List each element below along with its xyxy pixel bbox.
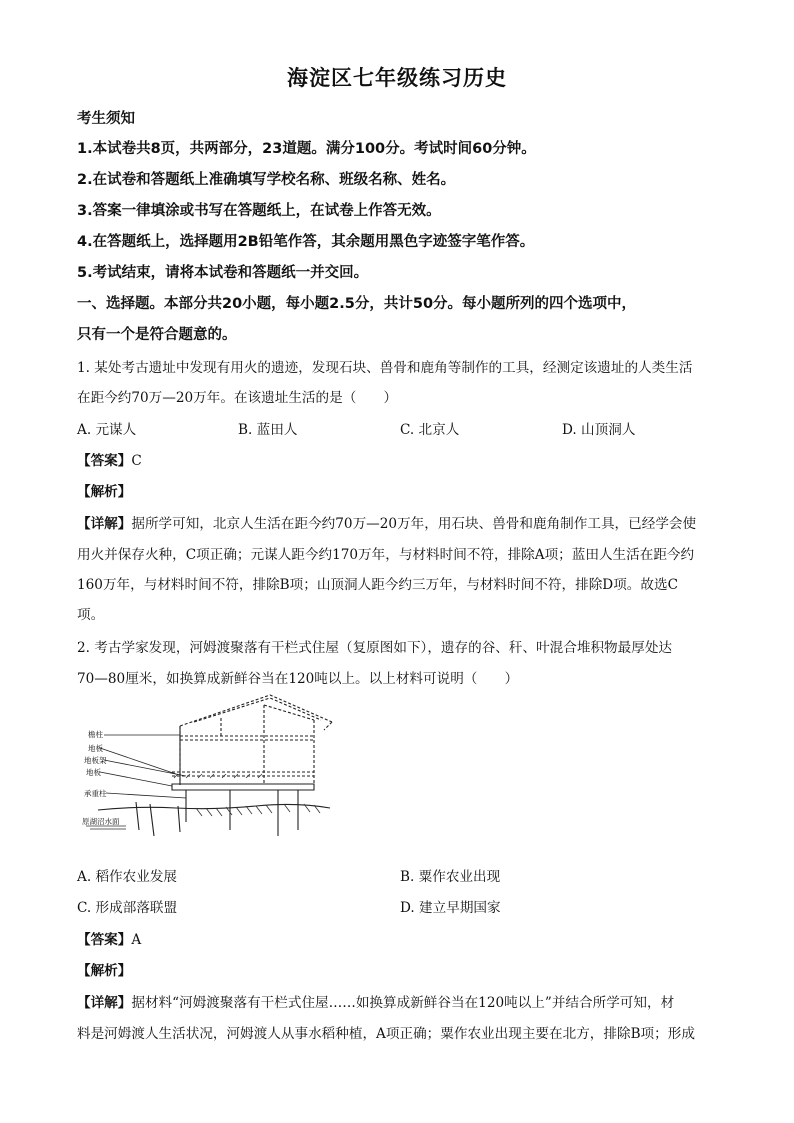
page-title: 海淀区七年级练习历史 [287,66,507,90]
q1-stem: 在距今约70万—20万年。在该遗址生活的是（ ） [77,390,398,406]
detail-label: 【详解】 [77,516,132,532]
label-floor-2: 地板 [86,768,101,777]
notice-item: 5.考试结束，请将本试卷和答题纸一并交回。 [77,265,369,281]
ground-line [98,804,330,810]
section-heading: 一、选择题。本部分共20小题，每小题2.5分，共计50分。每小题所列的四个选项中， [77,296,637,312]
notice-item: 2.在试卷和答题纸上准确填写学校名称、班级名称、姓名。 [77,172,456,188]
q1-detail: 160万年，与材料时间不符，排除B项；山顶洞人距今约三万年，与材料时间不符，排除D项。故选C [77,577,678,593]
notice-item: 1.本试卷共8页，共两部分，23道题。满分100分。考试时间60分钟。 [77,141,536,157]
leader-line [104,760,186,776]
q2-detail: 料是河姆渡人生活状况，河姆渡人从事水稻种植，A项正确；粟作农业出现主要在北方，排除B项；形成 [77,1026,695,1042]
q2-option-c: C. 形成部落联盟 [77,900,178,916]
label-bearing-post: 承重柱 [84,789,107,798]
label-eave-post: 檐柱 [88,730,103,739]
q1-answer [77,449,142,469]
q1-analysis-label: 【解析】 [77,484,132,500]
detail-label: 【详解】 [77,995,132,1011]
detail-text: 据材料“河姆渡聚落有干栏式住屋……如换算成新鲜谷当在120吨以上”并结合所学可知，材 [131,995,675,1011]
detail-text: 据所学可知，北京人生活在距今约70万—20万年，用石块、兽骨和鹿角制作工具，已经学会使 [131,516,697,532]
label-floor-frame: 地板架 [84,756,107,765]
roof-outline [180,695,332,726]
notice-item: 3.答案一律填涂或书写在答题纸上，在试卷上作答无效。 [77,203,441,219]
q1-stem: 1. 某处考古遗址中发现有用火的遗迹，发现石块、兽骨和鹿角等制作的工具，经测定该遗址的人类生活 [77,360,693,376]
q1-option-b: B. 蓝田人 [238,422,298,438]
q1-option-d: D. 山顶洞人 [562,422,636,438]
leader-line [100,772,172,786]
stake-left [136,802,139,830]
label-floor: 地板 [88,744,103,753]
platform [172,784,314,790]
stake [150,804,180,836]
q2-stem: 2. 考古学家发现，河姆渡聚落有干栏式住屋（复原图如下），遗存的谷、秆、叶混合堆积物最厚处达 [77,640,673,656]
support-post [186,790,298,836]
q2-option-b: B. 粟作农业出现 [400,869,501,885]
answer-value: C [131,453,142,469]
floor-beam [172,772,314,776]
upper-room [221,705,314,736]
q1-detail [77,512,696,532]
q2-detail [77,991,674,1011]
q1-option-a: A. 元谋人 [77,422,137,438]
label-lake-surface: 原湖沼水面 [82,817,120,826]
q1-detail: 用火并保存火种，C项正确；元谋人距今约170万年，与材料时间不符，排除A项；蓝田人生活在距今约 [77,547,695,563]
q2-stem: 70—80厘米，如换算成新鲜谷当在120吨以上。以上材料可说明（ ） [77,671,519,687]
notice-heading: 考生须知 [77,111,135,127]
water-hatching [86,826,126,829]
roof-line [194,698,321,722]
stilt-house-figure [76,690,338,840]
upper-wall [180,705,314,785]
answer-label: 【答案】 [77,932,132,948]
q1-option-c: C. 北京人 [400,422,460,438]
answer-label: 【答案】 [77,453,132,469]
q2-option-a: A. 稻作农业发展 [77,869,178,885]
notice-item: 4.在答题纸上，选择题用2B铅笔作答，其余题用黑色字迹签字笔作答。 [77,234,535,250]
q2-option-d: D. 建立早期国家 [400,900,501,916]
leader-line [106,793,186,798]
wall-band [180,736,314,740]
answer-value: A [131,932,142,948]
section-heading: 只有一个是符合题意的。 [77,327,237,343]
leader-line [100,748,176,774]
q2-analysis-label: 【解析】 [77,963,132,979]
q2-answer [77,928,141,948]
q1-detail: 项。 [77,607,105,623]
